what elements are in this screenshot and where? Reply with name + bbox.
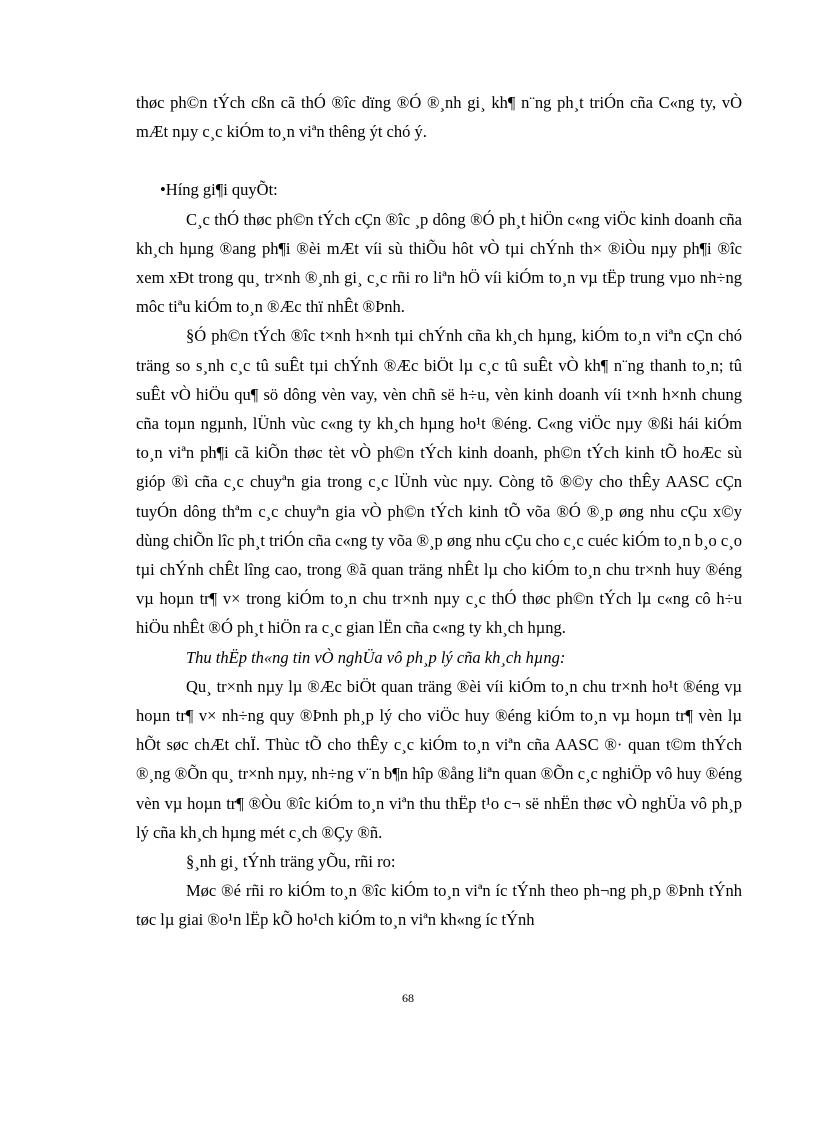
- section-heading-solution: •Híng gi¶i quyÕt:: [160, 180, 278, 200]
- section-heading-legal-obligations: Thu thËp th«ng tin vÒ nghÜa vô ph¸p lý cña kh¸ch hµng:: [186, 647, 566, 667]
- paragraph-legal-process: Qu¸ tr×nh nµy lµ ®Æc biÖt quan träng ®èi víi kiÓm to¸n chu tr×nh ho¹t ®éng vµ hoµn tr¶ v× nh÷ng quy ®Þnh ph¸p lý cho viÖc huy ®éng kiÓm to¸n vµ hoµn tr¶ vèn lµ hÕt søc chÆt chÏ. Thùc tÕ cho thÊy c¸c kiÓm to¸n viªn cña AASC ®· quan t©m thÝch ®¸ng ®Õn qu¸ tr×nh nµy, nh÷ng v¨n b¶n hîp ®ång liªn quan ®Õn c¸c nghiÖp vô huy ®éng vèn vµ hoµn tr¶ ®Òu ®îc kiÓm to¸n viªn thu thËp t¹o c¬ së nhËn thøc vÒ nghÜa vô ph¸p lý cña kh¸ch hµng mét c¸ch ®Çy ®ñ.: [136, 676, 742, 842]
- paragraph-financial-analysis: §Ó ph©n tÝch ®îc t×nh h×nh tµi chÝnh cña kh¸ch hµng, kiÓm to¸n viªn cÇn chó träng so s¸nh c¸c tû suÊt tµi chÝnh ®Æc biÖt lµ c¸c tû suÊt vÒ kh¶ n¨ng thanh to¸n; tû suÊt vÒ hiÖu qu¶ sö dông vèn vay, vèn chñ së h÷u, vèn kinh doanh víi t×nh h×nh chung cña toµn ngµnh, lÜnh vùc c«ng ty kh¸ch hµng ho¹t ®éng. C«ng viÖc nµy ®ßi hái kiÓm to¸n viªn ph¶i cã kiÕn thøc tèt vÒ ph©n tÝch kinh doanh, ph©n tÝch kinh tÕ hoÆc sù gióp ®ì cña c¸c chuyªn gia trong c¸c lÜnh vùc nµy. Còng tõ ®©y cho thÊy AASC cÇn tuyÓn dông thªm c¸c chuyªn gia vÒ ph©n tÝch kinh tÕ võa ®Ó ®¸p øng nhu cÇu x©y dùng chiÕn lîc ph¸t triÓn cña c«ng ty võa ®¸p øng nhu cÇu cho c¸c cuéc kiÓm to¸n b¸o c¸o tµi chÝnh chÊt lîng cao, trong ®ã quan träng nhÊt lµ cho kiÓm to¸n chu tr×nh huy ®éng vµ hoµn tr¶ v× trong kiÓm to¸n chu tr×nh nµy c¸c thÓ thøc ph©n tÝch lµ c«ng cô h÷u hiÖu nhÊt ®Ó ph¸t hiÖn ra c¸c gian lËn cña c«ng ty kh¸ch hµng.: [136, 326, 742, 638]
- paragraph-risk-level: Møc ®é rñi ro kiÓm to¸n ®îc kiÓm to¸n viªn íc tÝnh theo ph¬ng ph¸p ®Þnh tÝnh tøc lµ giai ®o¹n lËp kÕ ho¹ch kiÓm to¸n viªn kh«ng íc tÝnh: [136, 881, 742, 930]
- document-page: [136, 88, 742, 935]
- paragraph-continuation: thøc ph©n tÝch cßn cã thÓ ®îc dïng ®Ó ®¸nh gi¸ kh¶ n¨ng ph¸t triÓn cña C«ng ty, vÒ mÆt nµy c¸c kiÓm to¸n viªn thêng ýt chó ý.: [136, 93, 742, 142]
- section-heading-materiality-risk: §¸nh gi¸ tÝnh träng yÕu, rñi ro:: [186, 852, 396, 872]
- paragraph-analysis-procedures: C¸c thÓ thøc ph©n tÝch cÇn ®îc ¸p dông ®Ó ph¸t hiÖn c«ng viÖc kinh doanh cña kh¸ch hµng ®ang ph¶i ®èi mÆt víi sù thiÕu hôt vÒ tµi chÝnh th× ®iÒu nµy ph¶i ®îc xem xÐt trong qu¸ tr×nh ®¸nh gi¸ c¸c rñi ro liªn hÖ víi kiÓm to¸n vµ tËp trung vµo nh÷ng môc tiªu kiÓm to¸n ®Æc thï nhÊt ®Þnh.: [136, 209, 742, 317]
- page-number: 68: [402, 991, 414, 1005]
